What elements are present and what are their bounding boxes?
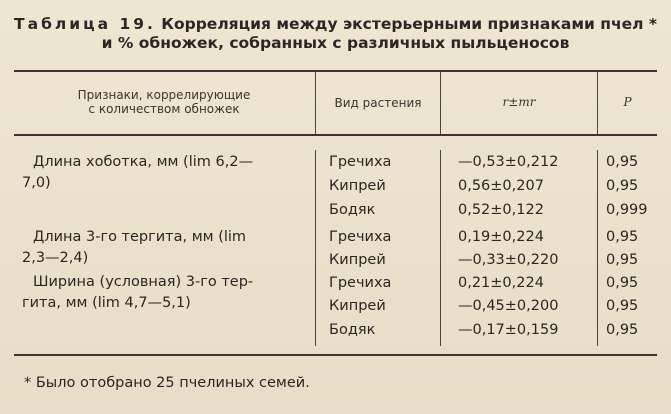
probability-cell: 0,95 [606,178,639,194]
correlation-cell: 0,21±0,224 [458,275,544,291]
table-title-line-1 [0,14,671,34]
table-footnote: * Было отобрано 25 пчелиных семей. [24,375,310,391]
trait-line: Длина хоботка, мм (lim 6,2— [33,154,254,170]
correlation-cell: 0,56±0,207 [458,178,544,194]
header-correlation: r±mr [502,95,536,109]
plant-cell: Гречиха [329,229,392,245]
header-traits [14,88,314,116]
correlation-cell: —0,17±0,159 [458,322,559,338]
trait-cell [22,152,308,194]
trait-line: Ширина (условная) 3-го тер- [33,274,254,290]
plant-cell: Гречиха [329,154,392,170]
header-plant: Вид растения [334,96,422,110]
trait-cell [22,227,308,269]
plant-cell: Гречиха [329,275,392,291]
plant-cell: Кипрей [329,298,386,314]
probability-cell: 0,95 [606,154,639,170]
column-divider [440,150,441,346]
table-title-text: Корреляция между экстерьерными признаками пчел * [155,15,657,33]
table-top-rule [14,70,657,72]
column-divider [597,150,598,346]
trait-line: гита, мм (lim 4,7—5,1) [22,295,191,311]
table-number: Таблица 19. [14,15,156,33]
plant-cell: Кипрей [329,252,386,268]
column-divider [315,150,316,346]
probability-cell: 0,95 [606,298,639,314]
trait-line: 7,0) [22,175,51,191]
correlation-cell: —0,53±0,212 [458,154,559,170]
table-header-rule [14,134,657,136]
plant-cell: Бодяк [329,322,376,338]
header-traits-line-2: с количеством обножек [88,102,240,116]
table-title-line-2: и % обножек, собранных с различных пыльценосов [101,34,570,52]
plant-cell: Кипрей [329,178,386,194]
trait-line: Длина 3-го тергита, мм (lim [33,229,247,245]
trait-cell [22,272,308,314]
header-traits-line-1: Признаки, коррелирующие [77,88,251,102]
probability-cell: 0,999 [606,202,648,218]
plant-cell: Бодяк [329,202,376,218]
correlation-cell: —0,33±0,220 [458,252,559,268]
probability-cell: 0,95 [606,322,639,338]
correlation-cell: 0,19±0,224 [458,229,544,245]
correlation-cell: 0,52±0,122 [458,202,544,218]
probability-cell: 0,95 [606,275,639,291]
probability-cell: 0,95 [606,229,639,245]
header-probability: P [623,95,632,109]
trait-line: 2,3—2,4) [22,250,89,266]
table-bottom-rule [14,354,657,356]
probability-cell: 0,95 [606,252,639,268]
correlation-cell: —0,45±0,200 [458,298,559,314]
